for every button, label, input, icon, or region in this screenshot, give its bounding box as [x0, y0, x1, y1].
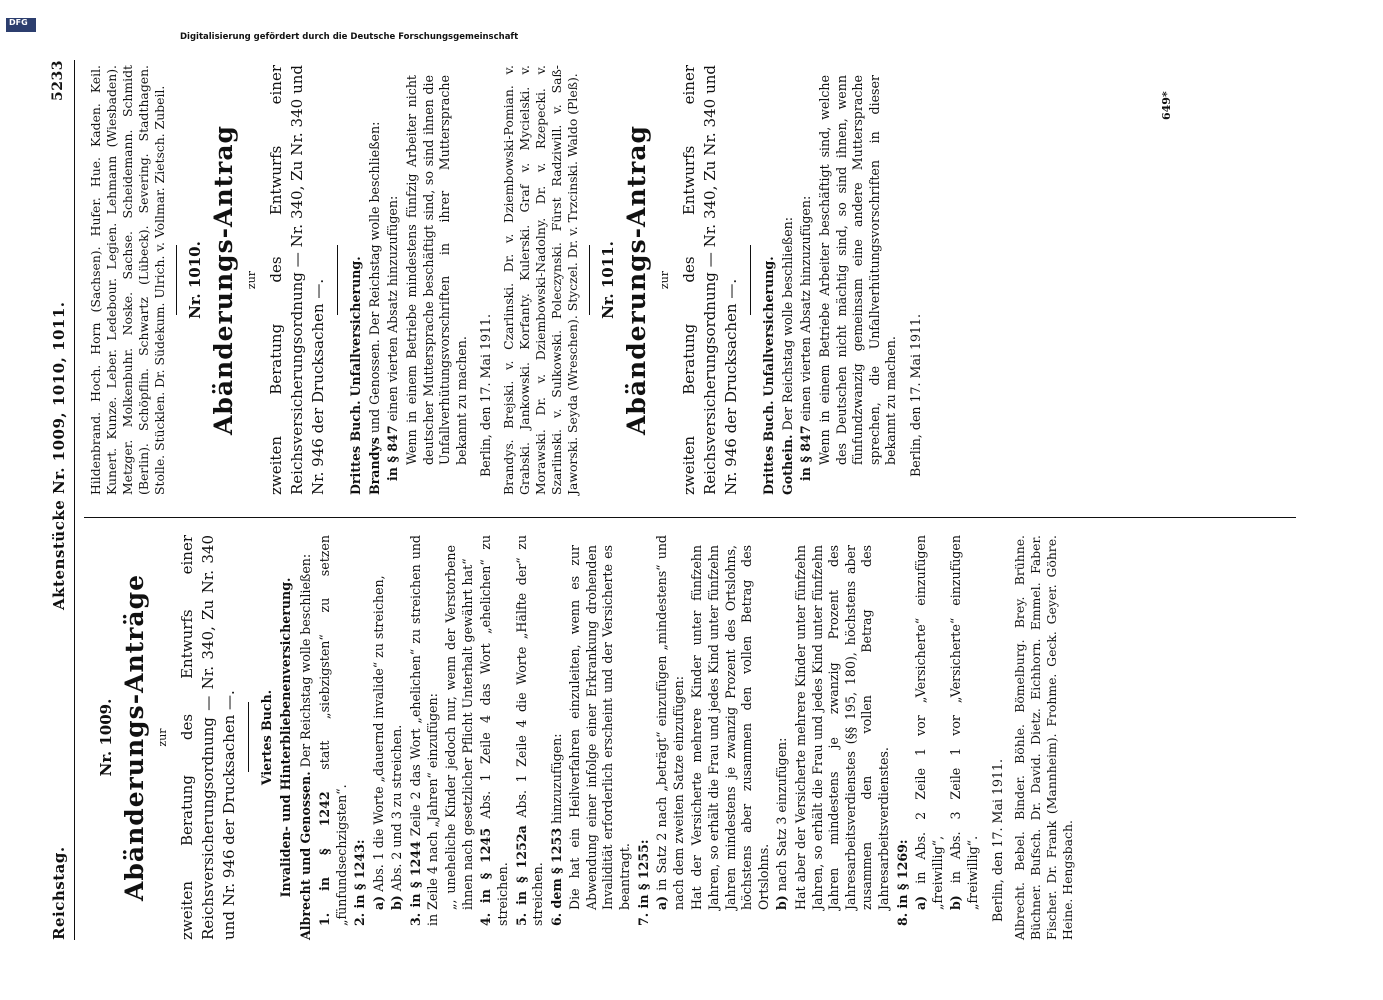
amendment-item — [514, 535, 547, 940]
dfg-logo-text: DFG — [9, 18, 28, 27]
document-title: Abänderungs-Antrag — [208, 124, 238, 436]
intro-paragraph — [780, 65, 797, 495]
dfg-logo — [6, 18, 36, 32]
zur-label: zur — [657, 270, 671, 290]
item-text: in Abs. 3 Zeile 1 vor „Versicherte“ einzufügen „freiwillig“. — [948, 535, 980, 910]
item-text: Zeile 2 das Wort „ehelichen“ zu streichen und in Zeile 4 nach „Jahren“ einzufügen: — [407, 535, 440, 926]
short-rule — [589, 245, 590, 315]
intro-text: und Genossen. Der Reichstag wolle beschließen: — [366, 121, 382, 438]
intro-paragraph — [367, 65, 384, 495]
section-heading: Invaliden- und Hinterbliebenenversicherung. — [277, 577, 293, 898]
item-number: 4. in § 1245 — [478, 827, 494, 926]
book-heading: Drittes Buch. — [761, 400, 777, 495]
amendment-item — [913, 535, 946, 940]
inserted-text: Wenn in einem Betriebe mindestens fünfzig Arbeiter nicht deutscher Muttersprache beschäftigt sind, so sind ihnen die Unfallverhütungsvorschriften in ihrer Muttersprache bekannt zu machen. — [403, 75, 469, 465]
signatures-block: Brandys. Brejski. v. Czarlinski. Dr. v. Dziembowski-Pomian. v. Grabski. Jankowski. Korfanty. Kulerski. Graf v. Mycielski. v. Morawski. Dr. v. Dziembowski-Nadolny. Dr. v. Rzepecki. v. Szarlinski. v. Sulkowski. Poleczynski. Fürst Radziwill. v. Saß-Jaworski. Seyda (Wreschen). Styczel. Dr. v. Trzcinski. Waldo (Pleß). — [500, 65, 580, 495]
item-number: 1. in § 1242 — [316, 791, 332, 926]
inserted-text — [567, 535, 633, 940]
amendment-item — [774, 535, 791, 940]
date-line: Berlin, den 17. Mai 1911. — [907, 313, 923, 477]
document-title: Abänderungs-Anträge — [119, 574, 149, 901]
amendment-item — [948, 535, 981, 940]
amendment-item — [654, 535, 687, 940]
item-text: nach Satz 3 einzufügen: — [774, 737, 790, 892]
amendment-item — [389, 535, 406, 940]
amendment-item — [371, 535, 388, 940]
header-left: Reichstag. — [50, 846, 68, 940]
intro-text: Der Reichstag wolle beschließen: — [298, 553, 314, 772]
item-text: Abs. 1 die Worte „dauernd invalide“ zu streichen, — [370, 575, 386, 892]
header-center: Aktenstücke Nr. 1009, 1010, 1011. — [50, 301, 68, 610]
paragraph-text: einen vierten Absatz hinzuzufügen: — [798, 195, 814, 426]
inserted-text — [793, 535, 893, 940]
item-text: „, uneheliche Kinder jedoch nur, wenn der Verstorbene ihnen nach gesetzlicher Pflicht Unterhalt gewährt hat“ — [443, 545, 475, 910]
lead-text: zweiten Beratung des Entwurfs einer Reichsversicherungsordnung — Nr. 340, Zu Nr. 340 und Nr. 946 der Drucksachen —. — [267, 65, 328, 495]
inserted-text — [689, 535, 772, 940]
signatures-continued: Hildenbrand. Hoch. Horn (Sachsen). Hufer. Hue. Kaden. Keil. Kunert. Kunze. Leber. Ledebour. Legien. Lehmann (Wiesbaden). Metzger. Molkenbuhr. Noske. Sachse. Scheidemann. Schmidt (Berlin). Schöpflin. Schwartz (Lübeck). Severing. Stadthagen. Stolle. Stücklen. Dr. Südekum. Ulrich. v. Vollmar. Zietsch. Zubeil. — [88, 65, 167, 495]
item-text: in Abs. 2 Zeile 1 vor „Versicherte“ einzufügen „freiwillig“, — [913, 535, 945, 910]
inserted-text — [443, 535, 476, 940]
item-number: 6. dem § 1253 — [548, 827, 564, 926]
paragraph-text: einen vierten Absatz hinzuzufügen: — [385, 195, 401, 426]
amendment-item — [352, 535, 369, 940]
item-text: Abs. 1 Zeile 4 die Worte „Hälfte der“ zu streichen. — [513, 535, 546, 926]
item-number: b) — [948, 895, 964, 910]
document-number: Nr. 1011. — [598, 241, 617, 319]
item-text: Hat aber der Versicherte mehrere Kinder unter fünfzehn Jahren, so erhält die Frau und jedes Kind unter fünfzehn Jahren mindestens je zwanzig Prozent des Jahresarbeitsverdienstes (§§ 195, 180), höchstens aber zusammen den vollen Betrag des Jahresarbeitsverdienstes. — [793, 545, 891, 910]
zur-label: zur — [155, 728, 169, 747]
document-number: Nr. 1010. — [186, 241, 204, 319]
book-heading: Viertes Buch. — [259, 689, 275, 786]
amendment-paragraph — [385, 65, 402, 495]
item-number: b) — [389, 895, 405, 910]
short-rule — [337, 245, 338, 315]
item-text: in Satz 2 nach „beträgt“ einzufügen „mindestens“ und nach dem zweiten Satze einzufügen: — [654, 535, 686, 910]
lead-text: zweiten Beratung des Entwurfs einer Reichsversicherungsordnung — Nr. 340, Zu Nr. 340 und Nr. 946 der Drucksachen —. — [178, 535, 239, 940]
document-number: Nr. 1009. — [97, 698, 115, 777]
paragraph-reference: in § 847 — [385, 425, 401, 481]
proposer-names: Albrecht und Genossen. — [298, 771, 314, 940]
print-signature-mark: 649* — [1160, 91, 1173, 120]
item-number: a) — [370, 895, 386, 910]
item-number: b) — [774, 895, 790, 910]
item-text: Hat der Versicherte mehrere Kinder unter fünfzehn Jahren, so erhält die Frau und jedes Kind unter fünfzehn Jahren mindestens je zwanzig Prozent des Ortslohns, höchstens aber zusammen den vollen Betrag des Ortslohns. — [689, 545, 771, 910]
item-number: 5. in § 1252a — [513, 825, 529, 926]
item-number: 2. in § 1243: — [352, 839, 368, 926]
document-title: Abänderungs-Antrag — [621, 124, 651, 436]
page-header — [50, 60, 75, 940]
amendment-item — [895, 535, 912, 940]
inserted-text: Wenn in einem Betriebe Arbeiter beschäftigt sind, welche des Deutschen nicht mächtig sind, so sind ihnen, wenn fünfundzwanzig gemeinsam eine andere Muttersprache sprechen, die Unfallverhütungsvorschriften in dieser bekannt zu machen. — [816, 75, 899, 465]
item-text: Die hat ein Heilverfahren einzuleiten, wenn es zur Abwendung einer infolge einer Erkrankung drohenden Invalidität erforderlich erscheint und der Versicherte es beantragt. — [567, 545, 633, 910]
right-column — [88, 65, 930, 495]
item-number: 3. in § 1244 — [407, 841, 423, 926]
amendment-list — [317, 535, 982, 940]
intro-paragraph — [298, 535, 315, 940]
lead-text: zweiten Beratung des Entwurfs einer Reichsversicherungsordnung — Nr. 340, Zu Nr. 340 und Nr. 946 der Drucksachen —. — [680, 65, 741, 495]
amendment-paragraph — [798, 65, 815, 495]
item-text: statt „siebzigsten“ zu setzen „fünfundsechzigsten“. — [316, 535, 349, 926]
section-heading: Unfallversicherung. — [761, 256, 777, 397]
short-rule — [176, 245, 177, 315]
item-text: Abs. 2 und 3 zu streichen. — [389, 724, 405, 892]
amendment-item — [549, 535, 566, 940]
date-line: Berlin, den 17. Mai 1911. — [478, 313, 494, 477]
item-text: Abs. 1 Zeile 4 das Wort „ehelichen“ zu streichen. — [478, 535, 510, 926]
item-number: 7. in § 1255: — [635, 839, 651, 926]
book-line — [761, 65, 778, 495]
left-column — [94, 535, 1076, 940]
amendment-item — [478, 535, 511, 940]
zur-label: zur — [244, 270, 258, 290]
amendment-item — [317, 535, 350, 940]
section-heading: Unfallversicherung. — [348, 256, 364, 397]
item-number: a) — [654, 895, 670, 910]
item-text: hinzuzufügen: — [548, 733, 564, 824]
item-number: a) — [913, 895, 929, 910]
page-number: 5233 — [50, 60, 66, 101]
book-line — [348, 65, 365, 495]
digitization-credit: Digitalisierung gefördert durch die Deutsche Forschungsgemeinschaft — [180, 32, 519, 42]
column-divider — [84, 517, 1296, 518]
proposer-names: Gothein. — [779, 434, 795, 495]
intro-text: Der Reichstag wolle beschließen: — [779, 216, 795, 435]
proposer-names: Brandys — [366, 437, 382, 495]
signatures-block: Albrecht. Bebel. Binder. Böhle. Bömelburg. Brey. Brühne. Büchner. Bufsch. Dr. David. Dietz. Eichhorn. Emmel. Faber. Fischer. Dr. Frank (Mannheim). Frohme. Geck. Geyer. Göhre. Heine. Hengsbach. — [1012, 535, 1076, 940]
item-number: 8. in § 1269: — [894, 839, 910, 926]
amendment-item — [636, 535, 653, 940]
short-rule — [248, 703, 249, 773]
date-line: Berlin, den 17. Mai 1911. — [989, 758, 1005, 922]
book-heading: Drittes Buch. — [348, 400, 364, 495]
short-rule — [750, 245, 751, 315]
paragraph-reference: in § 847 — [798, 425, 814, 481]
amendment-item — [408, 535, 441, 940]
